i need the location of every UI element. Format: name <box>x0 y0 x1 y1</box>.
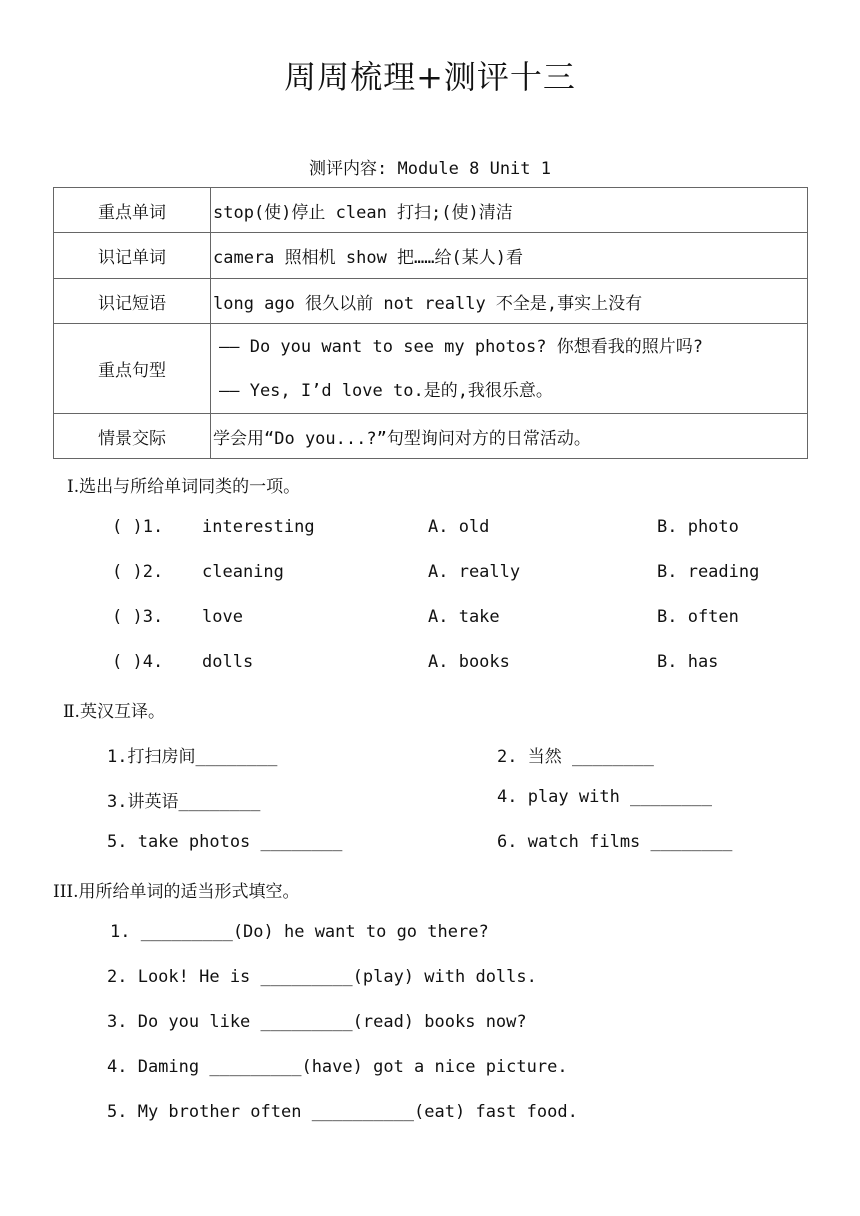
row-label: 情景交际 <box>54 414 211 459</box>
table-row <box>54 279 808 324</box>
question-word: cleaning <box>202 562 284 582</box>
section1-heading: Ⅰ.选出与所给单词同类的一项。 <box>67 477 301 497</box>
test-content-subtitle: 测评内容: Module 8 Unit 1 <box>309 159 551 179</box>
fill-blank-item: 1. _________(Do) he want to go there? <box>110 922 489 942</box>
table-row <box>54 188 808 233</box>
translation-item: 2. 当然 ________ <box>497 747 654 767</box>
table-row <box>54 233 808 279</box>
question-word: love <box>202 607 243 627</box>
section3-heading: III.用所给单词的适当形式填空。 <box>53 882 300 902</box>
question-word: interesting <box>202 517 315 537</box>
translation-item: 1.打扫房间________ <box>107 747 278 767</box>
table-row <box>54 324 808 414</box>
row-label: 重点单词 <box>54 188 211 233</box>
fill-blank-item: 5. My brother often __________(eat) fast food. <box>107 1102 578 1122</box>
row-content: stop(使)停止 clean 打扫;(使)清洁 <box>211 188 808 233</box>
fill-blank-item: 2. Look! He is _________(play) with dolls. <box>107 967 537 987</box>
row-content <box>211 324 808 414</box>
translation-item: 5. take photos ________ <box>107 832 343 852</box>
option-b: B. photo <box>657 517 739 537</box>
option-b: B. has <box>657 652 719 672</box>
row-label: 识记单词 <box>54 233 211 279</box>
row-label: 识记短语 <box>54 279 211 324</box>
summary-table <box>53 187 808 459</box>
question-number: ( )3. <box>112 607 164 627</box>
row-label: 重点句型 <box>54 324 211 414</box>
translation-item: 3.讲英语________ <box>107 792 261 812</box>
fill-blank-item: 4. Daming _________(have) got a nice picture. <box>107 1057 568 1077</box>
translation-item: 4. play with ________ <box>497 787 712 807</box>
question-number: ( )2. <box>112 562 164 582</box>
option-a: A. take <box>428 607 500 627</box>
key-sentence-question: —— Do you want to see my photos? 你想看我的照片吗? <box>219 336 703 357</box>
option-a: A. really <box>428 562 521 582</box>
row-content: camera 照相机 show 把……给(某人)看 <box>211 233 808 279</box>
row-content: 学会用“Do you...?”句型询问对方的日常活动。 <box>211 414 808 459</box>
translation-item: 6. watch films ________ <box>497 832 733 852</box>
option-b: B. often <box>657 607 739 627</box>
question-number: ( )4. <box>112 652 164 672</box>
question-word: dolls <box>202 652 254 672</box>
option-b: B. reading <box>657 562 760 582</box>
option-a: A. old <box>428 517 490 537</box>
fill-blank-item: 3. Do you like _________(read) books now? <box>107 1012 527 1032</box>
key-sentence-answer: —— Yes, I’d love to.是的,我很乐意。 <box>219 380 553 401</box>
option-a: A. books <box>428 652 510 672</box>
page-title: 周周梳理+测评十三 <box>284 58 576 96</box>
table-row <box>54 414 808 459</box>
question-number: ( )1. <box>112 517 164 537</box>
section2-heading: Ⅱ.英汉互译。 <box>63 702 165 722</box>
row-content: long ago 很久以前 not really 不全是,事实上没有 <box>211 279 808 324</box>
